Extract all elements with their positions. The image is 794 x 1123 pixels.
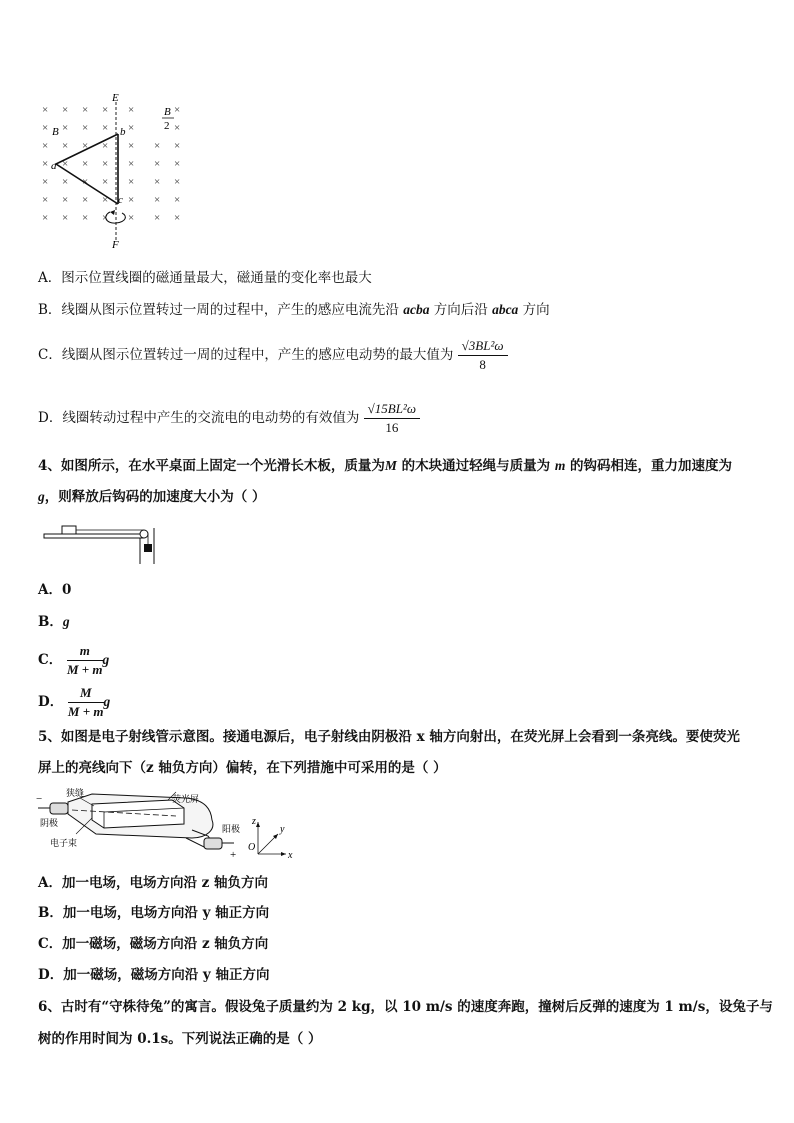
q4-mass-M: M (384, 458, 397, 473)
field-cross-mark: × (154, 140, 161, 152)
q3-option-b-path2: abca (492, 302, 519, 317)
label-B-half-den: 2 (164, 120, 170, 132)
q3-option-c-denominator: 8 (479, 357, 486, 372)
field-cross-mark: × (62, 158, 69, 170)
magnetic-field-figure (36, 92, 196, 252)
q4-g: g (38, 489, 45, 504)
q4-option-c-numerator: m (67, 642, 103, 661)
q4-option-c-g: g (102, 652, 110, 667)
axis-label-z: z (252, 816, 256, 827)
q4-option-c-label: C． (38, 652, 63, 668)
tube-label-cathode: 阴极 (40, 818, 59, 828)
field-cross-mark: × (154, 212, 161, 224)
field-cross-mark: × (128, 158, 135, 170)
field-cross-mark: × (174, 104, 181, 116)
field-cross-mark: × (102, 122, 109, 134)
q4-option-c-fraction (67, 642, 103, 679)
field-cross-mark: × (82, 176, 89, 188)
q4-option-d-denominator: M + m (67, 704, 104, 719)
field-cross-mark: × (154, 158, 161, 170)
cathode-ray-tube-figure (36, 786, 296, 864)
tube-label-minus: − (36, 793, 43, 805)
field-cross-mark: × (128, 104, 135, 116)
axis-label-y: y (280, 824, 285, 835)
field-cross-mark: × (82, 158, 89, 170)
label-B-half-num: B (164, 106, 171, 118)
q4-option-d (38, 684, 110, 721)
q3-option-a: A．图示位置线圈的磁通量最大，磁通量的变化率也最大 (38, 270, 372, 286)
table-pulley-figure (40, 518, 160, 566)
field-cross-mark: × (102, 176, 109, 188)
field-cross-mark: × (62, 140, 69, 152)
q4-option-d-g: g (103, 694, 111, 709)
field-cross-mark: × (154, 194, 161, 206)
field-cross-mark: × (82, 122, 89, 134)
field-cross-mark: × (82, 140, 89, 152)
q4-option-c-denominator: M + m (66, 662, 103, 677)
q3-option-d-numerator: √15BL²ω (364, 400, 420, 419)
q3-option-c-pre: C．线圈从图示位置转过一周的过程中，产生的感应电动势的最大值为 (38, 347, 454, 363)
field-cross-mark: × (42, 212, 49, 224)
q4-option-c (38, 642, 109, 679)
tube-label-plus: + (230, 849, 237, 861)
q5-stem-line2: 屏上的亮线向下（z 轴负方向）偏转，在下列措施中可采用的是（ ） (38, 760, 447, 776)
q3-option-b-mid: 方向后沿 (429, 302, 493, 318)
field-cross-mark: × (62, 122, 69, 134)
field-cross-mark: × (128, 212, 135, 224)
q4-option-d-fraction (68, 684, 104, 721)
label-B: B (52, 126, 59, 138)
q4-text-d: ，则释放后钩码的加速度大小为（ ） (44, 489, 266, 505)
field-cross-mark: × (102, 140, 109, 152)
q4-stem-line2 (38, 488, 265, 506)
tube-label-anode: 阳极 (222, 824, 241, 834)
q3-option-b-pre: B．线圈从图示位置转过一周的过程中，产生的感应电流先沿 (38, 302, 404, 318)
field-cross-mark: × (174, 158, 181, 170)
field-cross-mark: × (174, 212, 181, 224)
field-cross-mark: × (42, 194, 49, 206)
label-c: c (118, 194, 123, 206)
q4-option-d-numerator: M (68, 684, 104, 703)
field-cross-mark: × (154, 176, 161, 188)
q3-option-b-post: 方向 (518, 302, 550, 318)
q4-option-b (38, 613, 70, 631)
q3-option-b-path1: acba (403, 302, 430, 317)
field-cross-mark: × (174, 176, 181, 188)
field-cross-mark: × (128, 176, 135, 188)
label-E: E (112, 92, 119, 104)
field-cross-mark: × (42, 176, 49, 188)
field-cross-mark: × (42, 122, 49, 134)
q5-option-d: D．加一磁场，磁场方向沿 y 轴正方向 (38, 967, 270, 983)
q3-option-d (38, 400, 420, 437)
label-a: a (51, 160, 57, 172)
field-cross-mark: × (102, 158, 109, 170)
field-cross-mark: × (62, 194, 69, 206)
q4-text-c: 的钩码相连，重力加速度为 (565, 458, 733, 474)
field-cross-mark: × (42, 140, 49, 152)
label-b: b (120, 126, 126, 138)
q4-option-a: A．0 (38, 582, 72, 598)
field-cross-mark: × (128, 140, 135, 152)
q4-text-b: 的木块通过轻绳与质量为 (396, 458, 555, 474)
field-cross-mark: × (102, 104, 109, 116)
field-cross-mark: × (82, 212, 89, 224)
field-cross-mark: × (102, 194, 109, 206)
field-cross-mark: × (62, 176, 69, 188)
field-cross-mark: × (174, 122, 181, 134)
q5-option-a: A．加一电场，电场方向沿 z 轴负方向 (38, 875, 269, 891)
q3-option-c-fraction (458, 337, 508, 374)
q6-stem-line1: 6、古时有“守株待兔”的寓言。假设兔子质量约为 2 kg，以 10 m/s 的速度奔跑，撞树后反弹的速度为 1 m/s，设兔子与 (38, 999, 773, 1015)
field-cross-mark: × (174, 140, 181, 152)
q4-option-b-value: g (62, 614, 70, 629)
label-F: F (112, 239, 119, 251)
q4-mass-m: m (554, 458, 566, 473)
q5-option-b: B．加一电场，电场方向沿 y 轴正方向 (38, 905, 270, 921)
tube-label-slit: 狭缝 (66, 788, 85, 798)
field-cross-mark: × (82, 104, 89, 116)
field-cross-mark: × (42, 104, 49, 116)
field-cross-mark: × (128, 194, 135, 206)
q3-option-d-fraction (364, 400, 420, 437)
q5-stem-line1: 5、如图是电子射线管示意图。接通电源后，电子射线由阴极沿 x 轴方向射出，在荧光屏上会看到一条亮线。要使荧光 (38, 729, 740, 745)
q3-option-d-denominator: 16 (385, 420, 399, 435)
q4-option-d-label: D． (38, 694, 64, 710)
q6-stem-line2: 树的作用时间为 0.1s。下列说法正确的是（ ） (38, 1031, 322, 1047)
q3-option-d-pre: D．线圈转动过程中产生的交流电的电动势的有效值为 (38, 410, 360, 426)
field-cross-mark: × (128, 122, 135, 134)
field-cross-mark: × (42, 158, 49, 170)
field-cross-mark: × (82, 194, 89, 206)
tube-label-beam: 电子束 (50, 838, 78, 848)
q3-option-c (38, 337, 508, 374)
tube-label-screen: 荧光屏 (172, 794, 200, 804)
field-cross-mark: × (62, 212, 69, 224)
q4-stem-line1 (38, 457, 732, 475)
field-cross-mark: × (62, 104, 69, 116)
axis-label-origin: O (248, 842, 256, 853)
axis-label-x: x (288, 850, 293, 861)
q3-option-c-numerator: √3BL²ω (458, 337, 508, 356)
field-cross-mark: × (174, 194, 181, 206)
q3-option-b (38, 301, 550, 319)
field-cross-mark: × (102, 212, 109, 224)
q5-option-c: C．加一磁场，磁场方向沿 z 轴负方向 (38, 936, 269, 952)
q4-option-b-label: B． (38, 614, 63, 630)
q4-text-a: 4、如图所示，在水平桌面上固定一个光滑长木板，质量为 (38, 458, 385, 474)
